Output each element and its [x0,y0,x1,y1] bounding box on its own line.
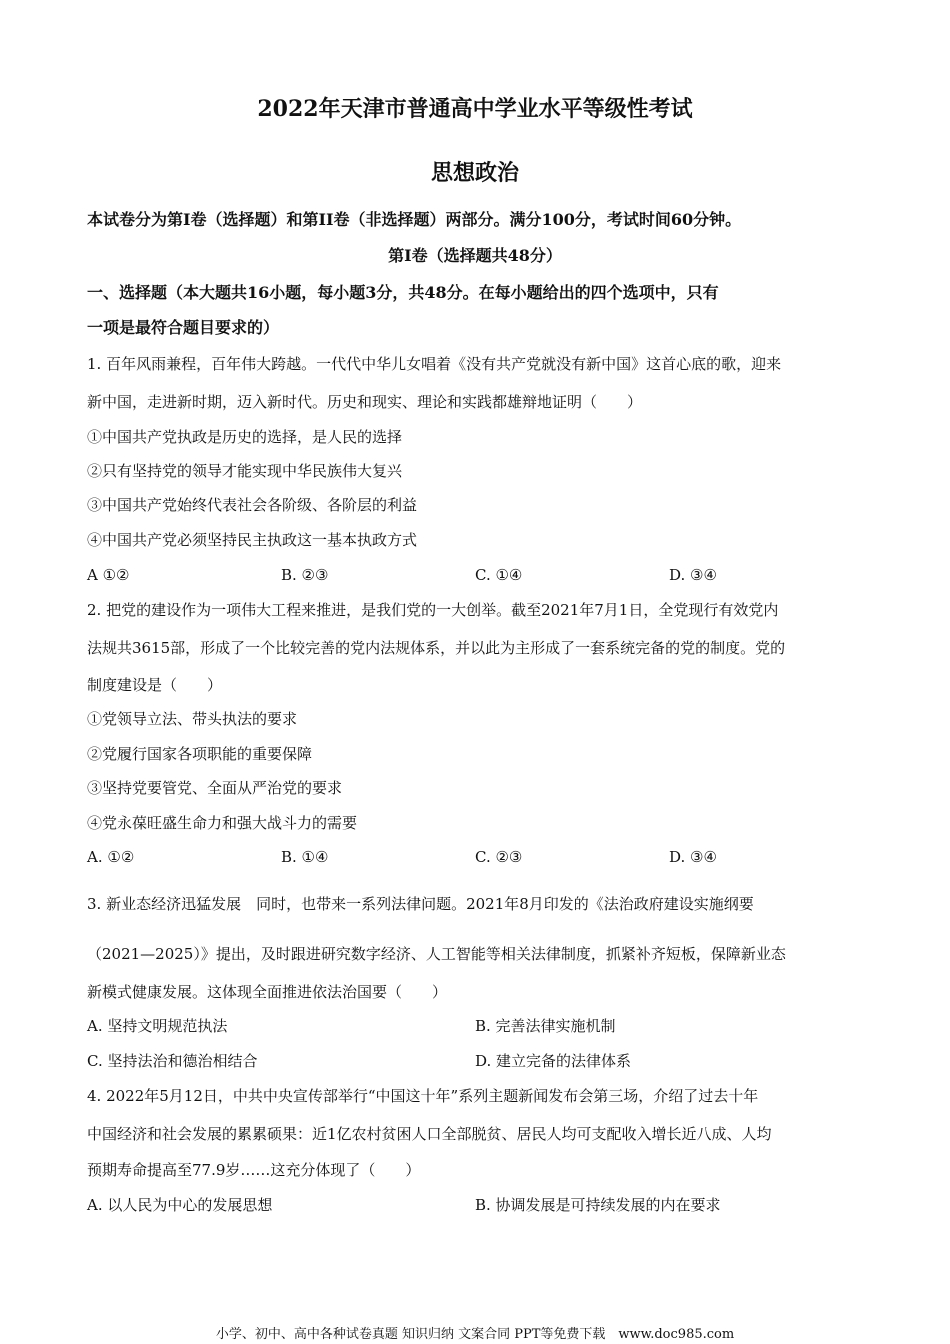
question-4-option-b: B. 协调发展是可持续发展的内在要求 [475,1196,721,1214]
page-footer: 小学、初中、高中各种试卷真题 知识归纳 文案合同 PPT等免费下载 www.doc985.com [215,1327,735,1342]
question-3-option-b: B. 完善法律实施机制 [475,1017,616,1035]
question-2-line-1: 2. 把党的建设作为一项伟大工程来推进，是我们党的一大创举。截至2021年7月1日，全党现行有效党内 [87,601,779,619]
question-3-option-a: A. 坚持文明规范执法 [87,1017,228,1035]
question-2-option-a: A. ①② [87,848,135,866]
exam-instructions: 本试卷分为第Ⅰ卷（选择题）和第II卷（非选择题）两部分。满分100分，考试时间60分钟。 [87,210,742,229]
question-3-line-2: （2021—2025）》提出，及时跟进研究数字经济、人工智能等相关法律制度，抓紧补齐短板，保障新业态 [87,945,786,963]
section-heading-line-2: 一项是最符合题目要求的） [87,318,280,337]
question-2-item-3: ③坚持党要管党、全面从严治党的要求 [87,779,343,797]
subject-title: 思想政治 [430,160,519,186]
question-3-line-1: 3. 新业态经济迅猛发展 同时，也带来一系列法律问题。2021年8月印发的《法治政府建设实施纲要 [87,895,754,913]
question-1-item-3: ③中国共产党始终代表社会各阶级、各阶层的利益 [87,496,418,514]
question-1-item-2: ②只有坚持党的领导才能实现中华民族伟大复兴 [87,462,403,480]
question-1-item-4: ④中国共产党必须坚持民主执政这一基本执政方式 [87,531,418,549]
question-1-option-c: C. ①④ [475,566,523,584]
question-1-line-1: 1. 百年风雨兼程，百年伟大跨越。一代代中华儿女唱着《没有共产党就没有新中国》这首心底的歌，迎来 [87,355,782,373]
question-2-item-2: ②党履行国家各项职能的重要保障 [87,745,313,763]
question-2-item-1: ①党领导立法、带头执法的要求 [87,710,298,728]
question-2-option-d: D. ③④ [669,848,717,866]
question-3-line-3: 新模式健康发展。这体现全面推进依法治国要（ ） [87,983,448,1001]
question-4-line-3: 预期寿命提高至77.9岁……这充分体现了（ ） [87,1161,421,1179]
question-2-line-3: 制度建设是（ ） [87,676,223,694]
question-2-item-4: ④党永葆旺盛生命力和强大战斗力的需要 [87,814,358,832]
question-1-option-b: B. ②③ [281,566,329,584]
question-4-line-1: 4. 2022年5月12日，中共中央宣传部举行“中国这十年”系列主题新闻发布会第三场，介绍了过去十年 [87,1087,759,1105]
question-3-option-c: C. 坚持法治和德治相结合 [87,1052,258,1070]
question-4-option-a: A. 以人民为中心的发展思想 [87,1196,273,1214]
question-1-line-2: 新中国，走进新时期，迈入新时代。历史和现实、理论和实践都雄辩地证明（ ） [87,393,643,411]
question-1-option-d: D. ③④ [669,566,717,584]
question-2-option-c: C. ②③ [475,848,523,866]
question-1-item-1: ①中国共产党执政是历史的选择，是人民的选择 [87,428,403,446]
question-4-line-2: 中国经济和社会发展的累累硕果：近1亿农村贫困人口全部脱贫、居民人均可支配收入增长近八成、人均 [87,1125,772,1143]
question-3-option-d: D. 建立完备的法律体系 [475,1052,632,1070]
question-1-option-a: A ①② [87,566,130,584]
section-heading-line-1: 一、选择题（本大题共16小题，每小题3分，共48分。在每小题给出的四个选项中，只有 [87,283,719,302]
part-title: 第Ⅰ卷（选择题共48分） [388,246,562,265]
question-2-line-2: 法规共3615部，形成了一个比较完善的党内法规体系，并以此为主形成了一套系统完备的党的制度。党的 [87,639,786,657]
question-2-option-b: B. ①④ [281,848,329,866]
exam-title: 2022年天津市普通高中学业水平等级性考试 [257,96,693,122]
